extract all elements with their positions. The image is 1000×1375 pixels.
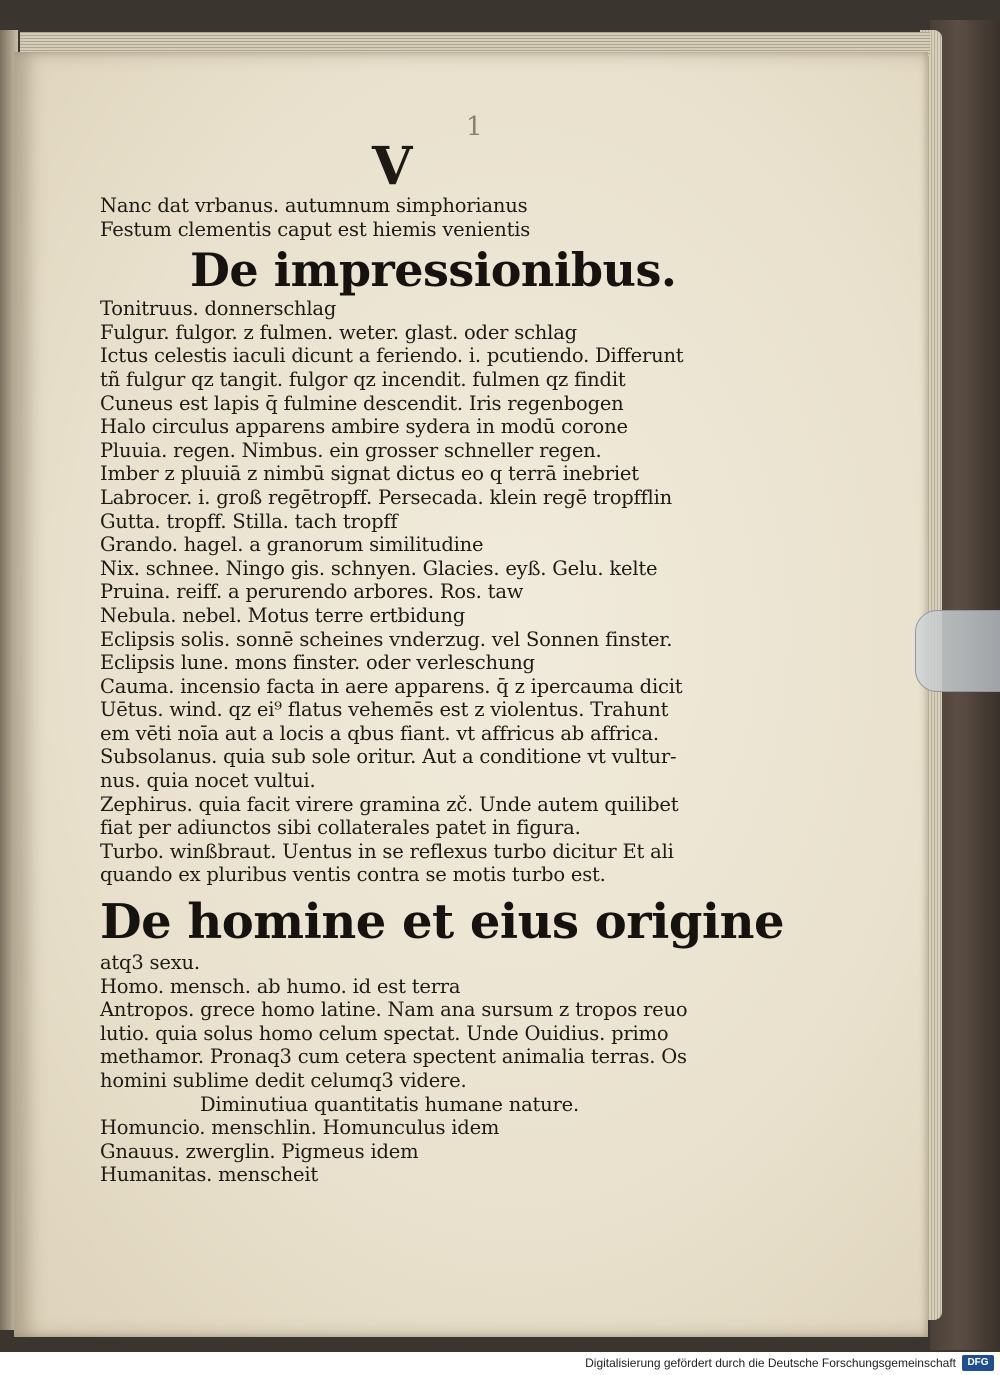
dfg-logo: DFG xyxy=(962,1355,994,1371)
text-line: Subsolanus. quia sub sole oritur. Aut a conditione vt vultur- xyxy=(100,745,677,769)
funding-note: Digitalisierung gefördert durch die Deutsche Forschungsgemeinschaft xyxy=(585,1356,956,1370)
text-line: Antropos. grece homo latine. Nam ana sursum z tropos reuo xyxy=(100,998,688,1022)
text-line: Fulgur. fulgor. z fulmen. weter. glast. oder schlag xyxy=(100,320,577,344)
text-line: Cuneus est lapis q̄ fulmine descendit. Iris regenbogen xyxy=(100,391,624,415)
text-block xyxy=(100,194,785,1187)
section-heading-homine: De homine et eius origine xyxy=(100,894,785,951)
text-line: homini sublime dedit celumq3 videre. xyxy=(100,1069,467,1092)
footer-bar xyxy=(0,1352,1000,1375)
text-line: nus. quia nocet vultui. xyxy=(100,769,316,793)
text-line: Zephirus. quia facit virere gramina zč. Unde autem quilibet xyxy=(100,792,679,816)
text-line: Festum clementis caput est hiemis venientis xyxy=(100,217,531,241)
text-line: fiat per adiunctos sibi collaterales patet in figura. xyxy=(100,816,581,840)
text-line: Homo. mensch. ab humo. id est terra xyxy=(100,974,461,998)
text-line: Turbo. winßbraut. Uentus in se reflexus turbo dicitur Et ali xyxy=(100,839,674,863)
text-line: Gnauus. zwerglin. Pigmeus idem xyxy=(100,1139,419,1163)
text-line: Grando. hagel. a granorum similitudine xyxy=(100,533,484,557)
text-line: Eclipsis solis. sonnē scheines vnderzug. vel Sonnen finster. xyxy=(100,627,673,651)
section1-lines xyxy=(100,297,720,887)
text-line: methamor. Pronaq3 cum cetera spectent animalia terras. Os xyxy=(100,1045,687,1069)
text-line: Tonitruus. donnerschlag xyxy=(100,297,337,321)
text-line: Pruina. reiff. a perurendo arbores. Ros. taw xyxy=(100,580,524,604)
text-line: Cauma. incensio facta in aere apparens. q̄ z ipercauma dicit xyxy=(100,674,683,698)
signature-mark: V xyxy=(372,136,413,197)
text-line: Gutta. tropff. Stilla. tach tropff xyxy=(100,509,398,533)
text-line: Homuncio. menschlin. Homunculus idem xyxy=(100,1116,500,1140)
section-heading-impressionibus: De impressionibus. xyxy=(190,243,677,298)
text-line: tñ fulgur qz tangit. fulgor qz incendit. fulmen qz findit xyxy=(100,367,626,391)
section2-lines xyxy=(100,951,720,1093)
text-line: Ictus celestis iaculi dicunt a feriendo. i. pcutiendo. Differunt xyxy=(100,344,684,368)
closing-lines xyxy=(100,1116,720,1187)
subheading-diminutiua: Diminutiua quantitatis humane nature. xyxy=(200,1092,579,1116)
text-line: Halo circulus apparens ambire sydera in modū corone xyxy=(100,415,628,439)
text-line: Imber z pluuiā z nimbū signat dictus eo q terrā inebriet xyxy=(100,462,639,486)
page-clip xyxy=(915,610,1000,692)
text-line: Eclipsis lune. mons finster. oder verleschung xyxy=(100,651,535,675)
text-line: Nanc dat vrbanus. autumnum simphorianus xyxy=(100,194,528,217)
pencil-mark: 1 xyxy=(466,112,483,142)
text-line: lutio. quia solus homo celum spectat. Unde Ouidius. primo xyxy=(100,1021,669,1045)
text-line: em vēti noīa aut a locis a qbus fiant. vt affricus ab affrica. xyxy=(100,721,659,745)
text-line: quando ex pluribus ventis contra se motis turbo est. xyxy=(100,863,606,887)
text-line: Pluuia. regen. Nimbus. ein grosser schneller regen. xyxy=(100,438,602,462)
intro-lines xyxy=(100,194,720,241)
text-line: Nix. schnee. Ningo gis. schnyen. Glacies. eyß. Gelu. kelte xyxy=(100,556,658,580)
text-line: Humanitas. menscheit xyxy=(100,1163,319,1187)
text-line: atq3 sexu. xyxy=(100,951,200,975)
text-line: Labrocer. i. groß regētropff. Persecada. klein regē tropfflin xyxy=(100,485,672,509)
text-line: Nebula. nebel. Motus terre ertbidung xyxy=(100,603,466,627)
text-line: Uētus. wind. qz ei⁹ flatus vehemēs est z violentus. Trahunt xyxy=(100,698,669,722)
